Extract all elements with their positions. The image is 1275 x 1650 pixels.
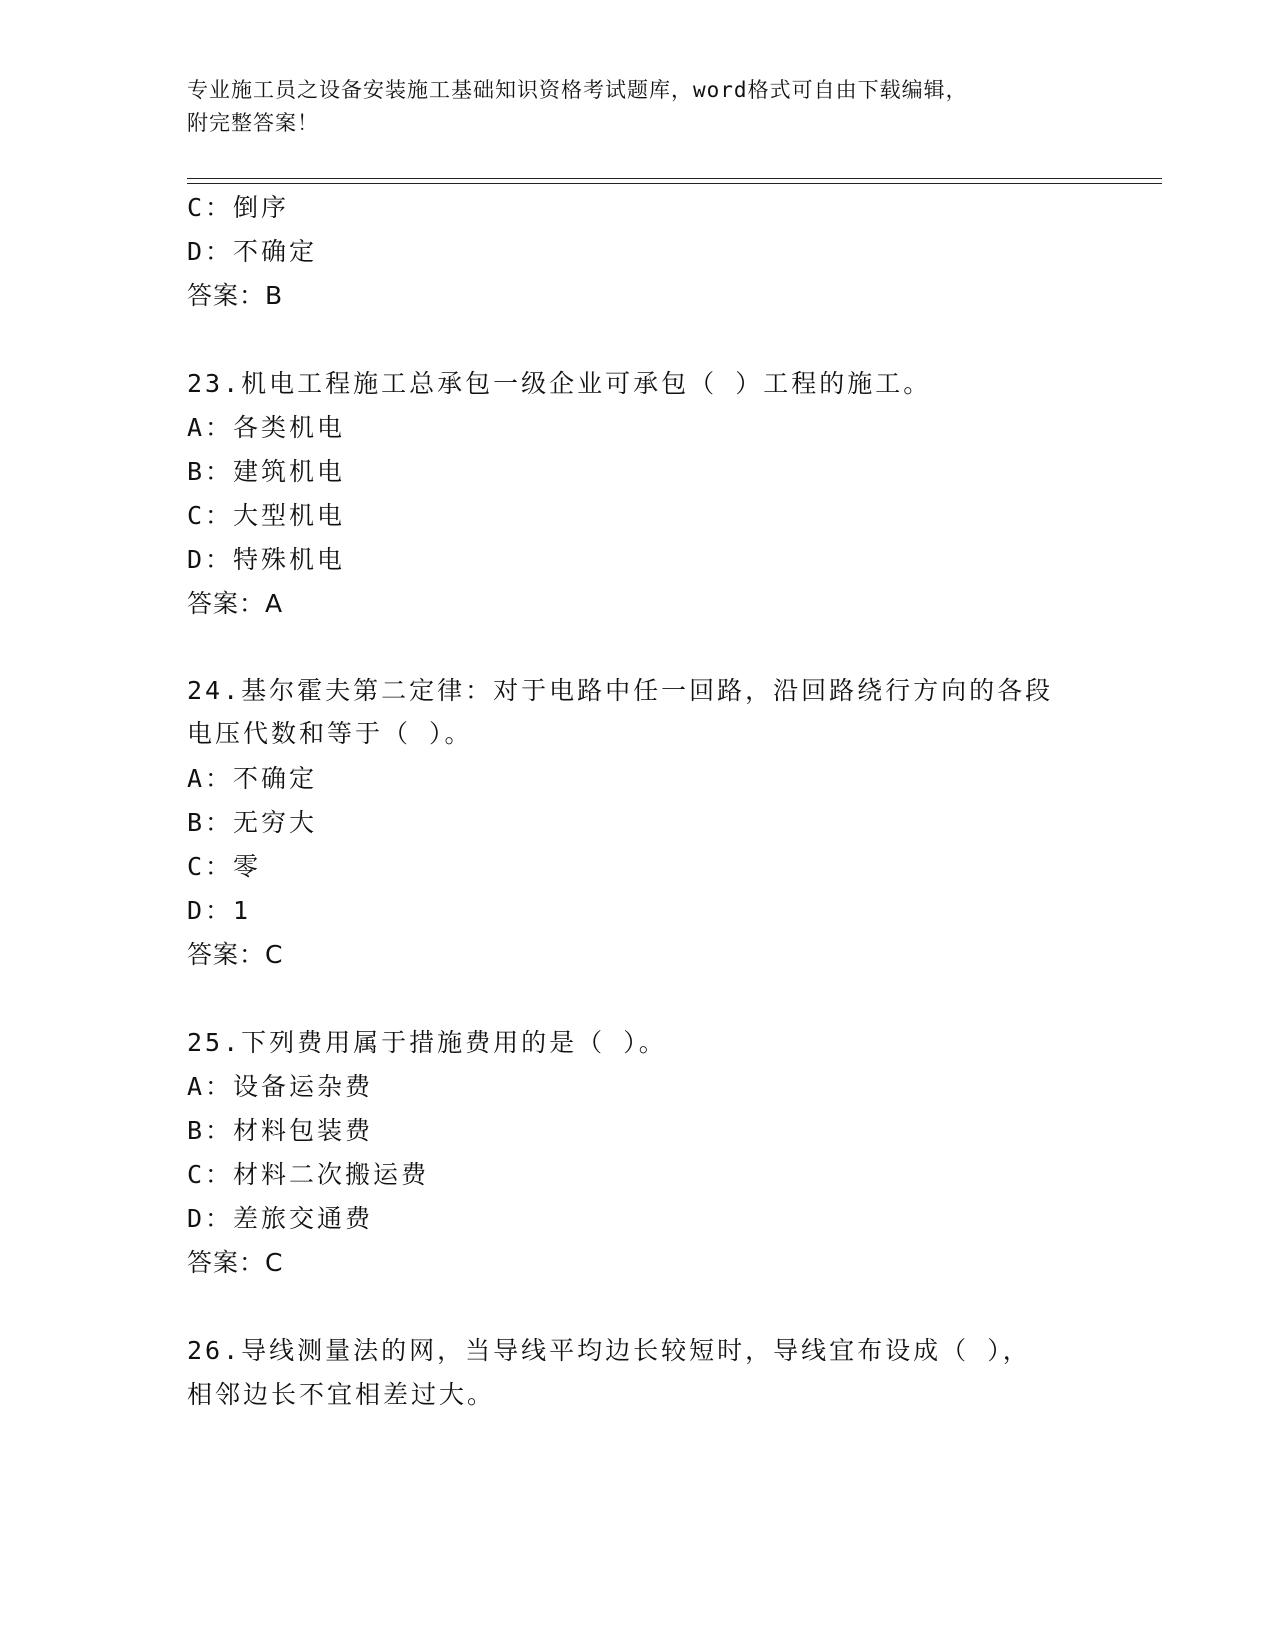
q23-stem: 23.机电工程施工总承包一级企业可承包（ ）工程的施工。 <box>187 369 932 398</box>
q24-option-c: C：零 <box>187 852 262 881</box>
q25-option-a: A：设备运杂费 <box>187 1072 374 1101</box>
q24-option-b: B：无穷大 <box>187 808 318 837</box>
prev-option-c: C：倒序 <box>187 193 290 222</box>
header-rule-top <box>187 178 1162 179</box>
q23-option-d: D：特殊机电 <box>187 545 346 574</box>
q24-stem-line-1: 24.基尔霍夫第二定律：对于电路中任一回路，沿回路绕行方向的各段 <box>187 676 1054 705</box>
q23-answer: 答案：A <box>187 589 284 618</box>
q25-answer: 答案：C <box>187 1248 284 1277</box>
q25-option-d: D：差旅交通费 <box>187 1204 374 1233</box>
q23-option-c: C：大型机电 <box>187 501 346 530</box>
q25-option-c: C：材料二次搬运费 <box>187 1160 430 1189</box>
q24-answer: 答案：C <box>187 940 284 969</box>
prev-answer: 答案：B <box>187 281 284 310</box>
header-line-2: 附完整答案！ <box>187 111 319 135</box>
prev-option-d: D：不确定 <box>187 237 318 266</box>
q24-option-d: D：1 <box>187 896 252 925</box>
q24-stem-line-2: 电压代数和等于（ ）。 <box>187 719 473 748</box>
q23-option-b: B：建筑机电 <box>187 457 346 486</box>
q24-option-a: A：不确定 <box>187 764 318 793</box>
q25-stem: 25.下列费用属于措施费用的是（ ）。 <box>187 1028 667 1057</box>
q26-stem-line-1: 26.导线测量法的网，当导线平均边长较短时，导线宜布设成（ ）， <box>187 1336 1031 1365</box>
q26-stem-line-2: 相邻边长不宜相差过大。 <box>187 1380 496 1409</box>
document-header <box>187 74 1087 140</box>
q25-option-b: B：材料包装费 <box>187 1116 374 1145</box>
q23-option-a: A：各类机电 <box>187 413 346 442</box>
header-line-1: 专业施工员之设备安装施工基础知识资格考试题库，word格式可自由下载编辑， <box>187 78 968 102</box>
header-rule-bottom <box>187 183 1162 184</box>
